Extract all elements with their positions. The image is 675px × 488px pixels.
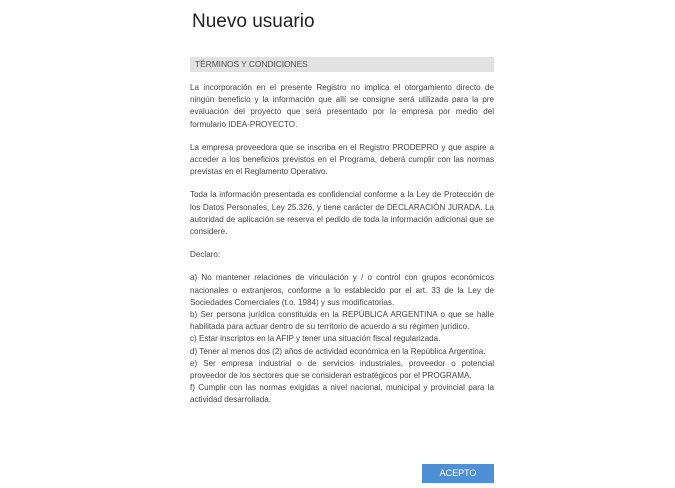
declarations-list [190,272,494,406]
declaro-label: Declaro: [190,250,221,260]
terms-paragraph: La empresa proveedora que se inscriba en el Registro PRODEPRO y que aspire a acceder a los beneficios previstos en el Programa, deberá cumplir con las normas previstas en el Reglamento Operativo. [190,142,494,177]
declaration-item: c) Estar inscriptos en la AFIP y tener una situación fiscal regularizada. [190,334,441,344]
declaration-item: f) Cumplir con las normas exigidas a nivel nacional, municipal y provincial para la actividad desarrollada. [190,383,494,405]
terms-paragraph: La incorporación en el presente Registro no implica el otorgamiento directo de ningún beneficio y la información que allí se consigne será utilizada para la pre evaluación del proyecto que será presentado por la empresa por medio del formulario IDEA-PROYECTO. [190,83,494,129]
terms-body [190,82,494,407]
declaration-item: e) Ser empresa industrial o de servicios industriales, proveedor o potencial proveedor de los sectores que se consideran estratégicos por el PROGRAMA. [190,358,494,381]
accept-button[interactable]: ACEPTO [422,464,494,483]
declaration-item: a) No mantener relaciones de vinculación y / o control con grupos económicos nacionales o extranjeros, conforme a lo establecido por el art. 33 de la Ley de Sociedades Comerciales (t.o. 1984) y sus modificatorias. [190,273,494,307]
terms-paragraph: Toda la información presentada es confidencial conforme a la Ley de Protección de los Datos Personales, Ley 25.326, y tiene carácter de DECLARACIÓN JURADA. La autoridad de aplicación se reserva el pedido de toda la información adicional que se considere. [190,190,494,237]
terms-section-header: TÉRMINOS Y CONDICIONES [190,57,494,72]
dialog-title: Nuevo usuario [192,11,315,32]
declaration-item: d) Tener al menos dos (2) años de actividad económica en la República Argentina. [190,346,486,356]
declaration-item: b) Ser persona jurídica constituida en la REPÚBLICA ARGENTINA o que se halle habilitada para actuar dentro de su territorio de acuerdo a su régimen jurídico. [190,310,494,332]
